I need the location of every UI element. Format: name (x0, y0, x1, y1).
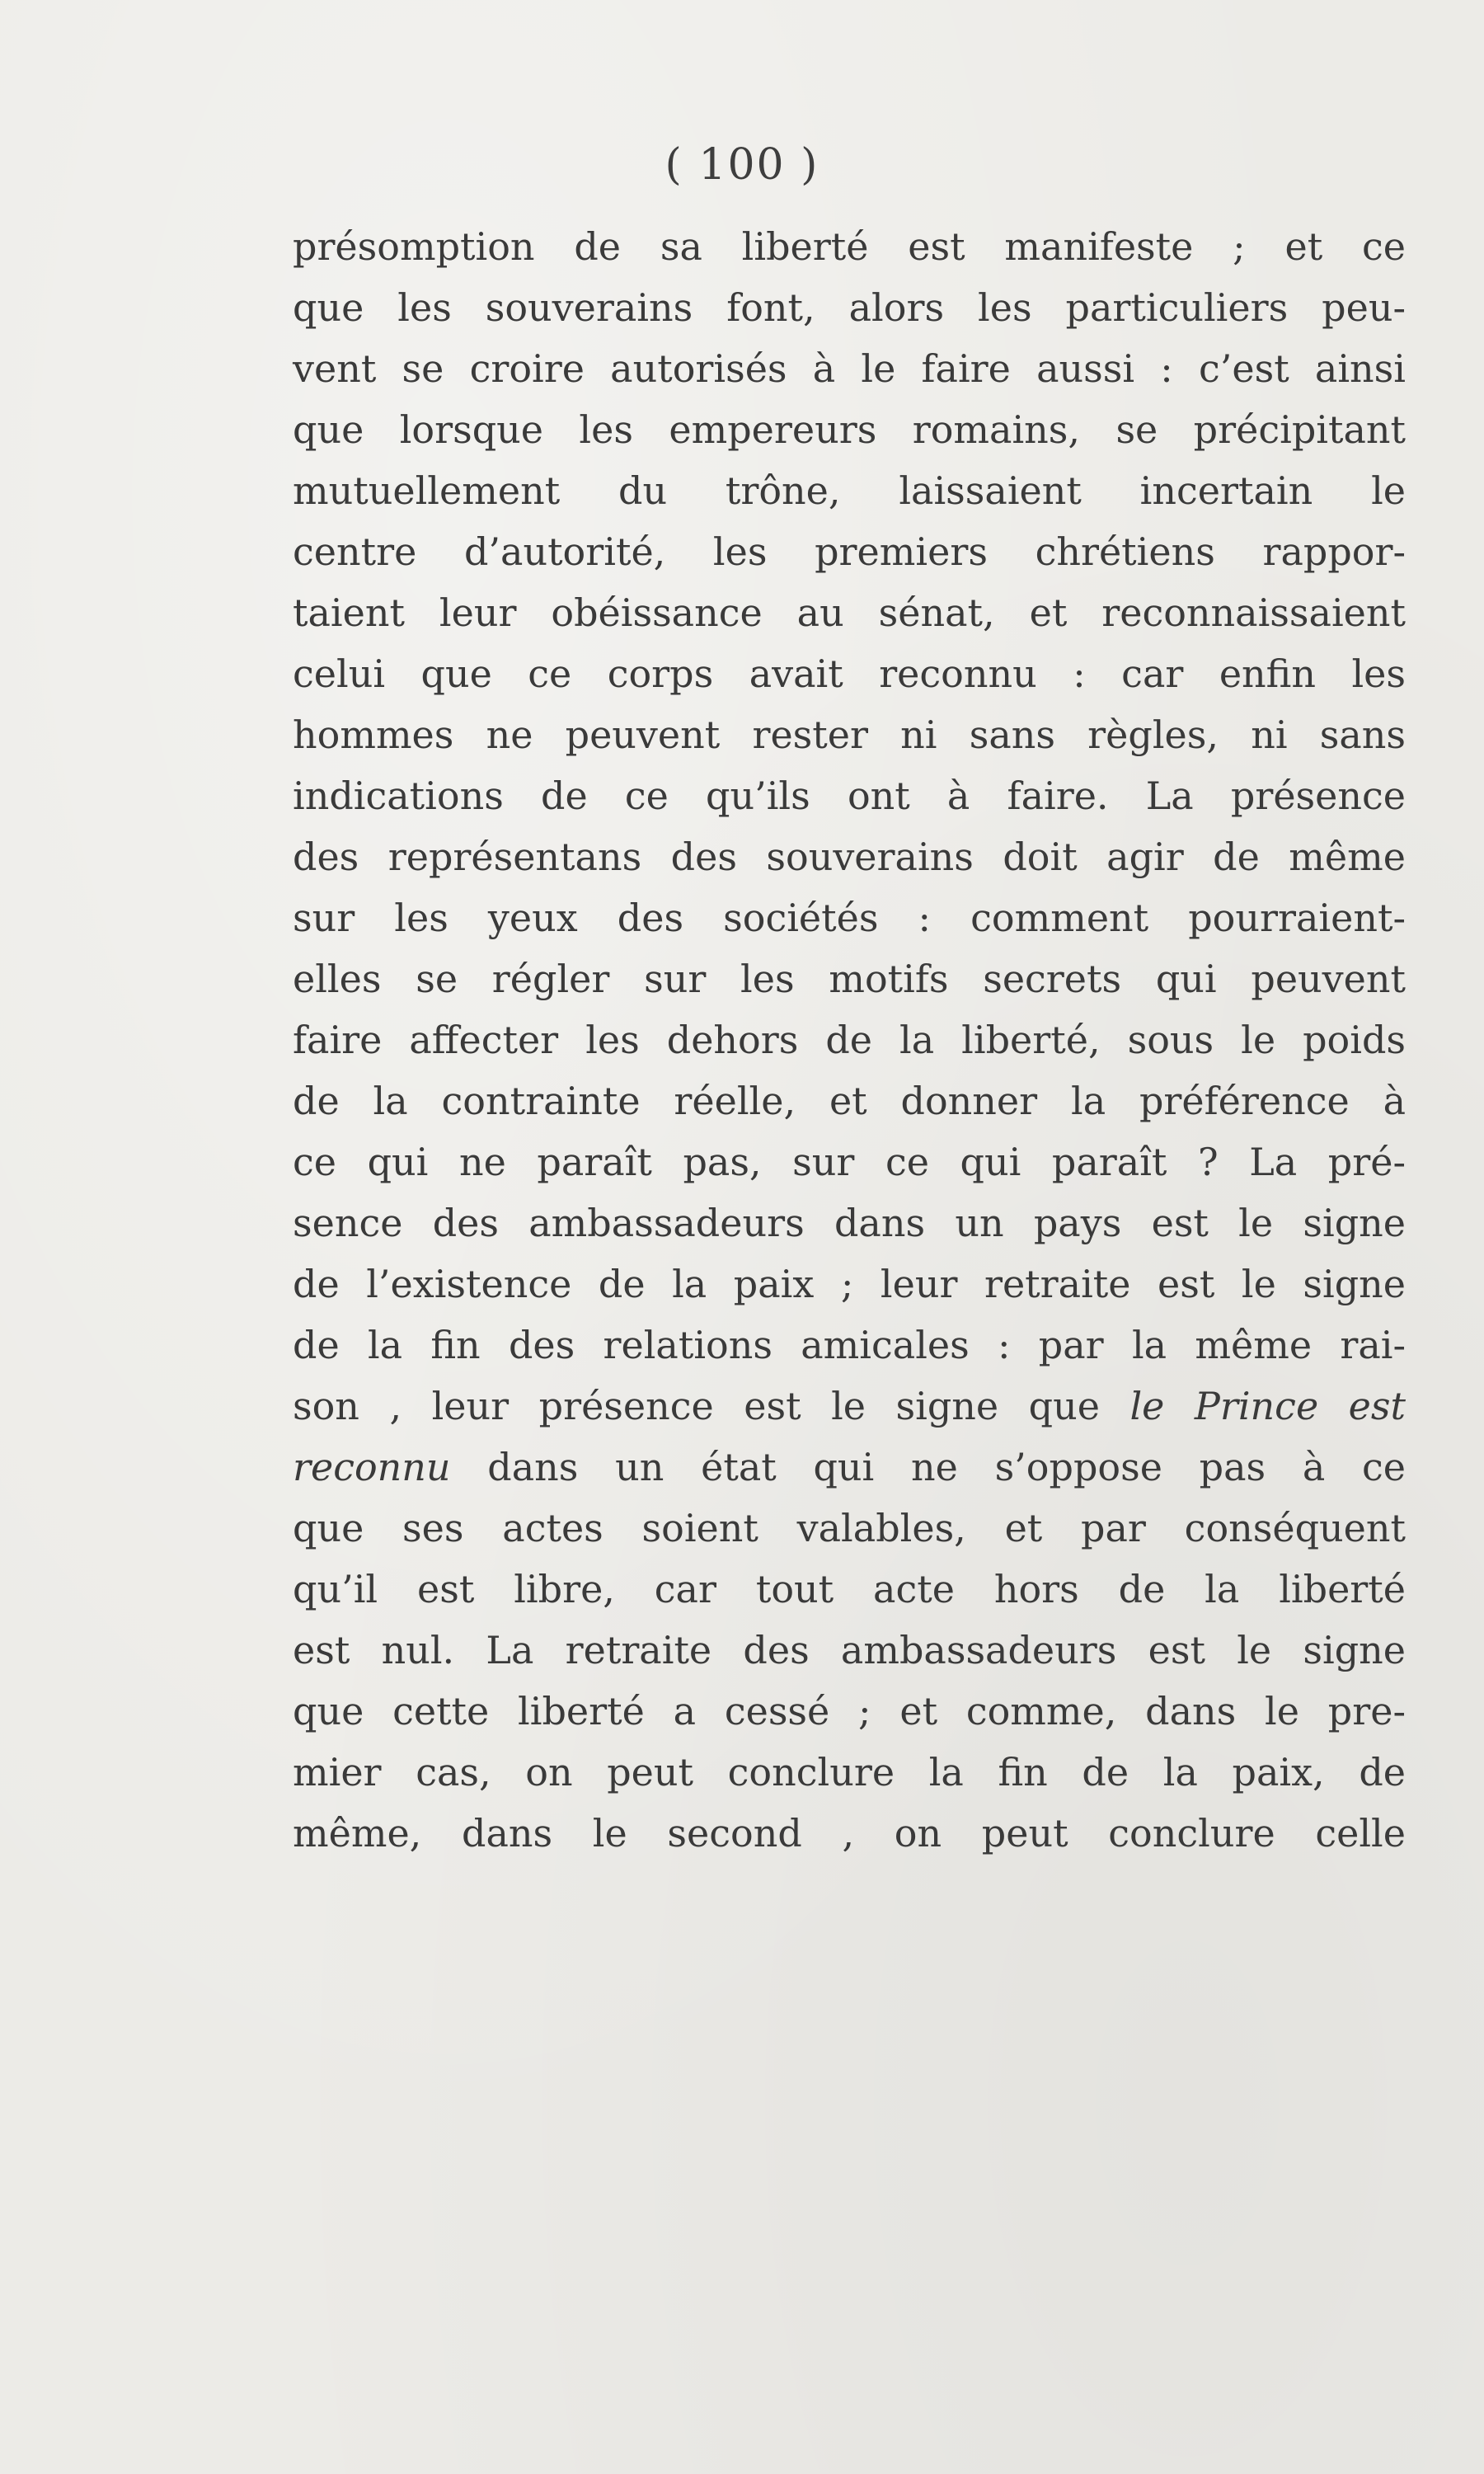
text-line: taient leur obéissance au sénat, et reconnaissaient (293, 590, 1406, 635)
text-run: dans un état qui ne s’oppose pas à ce (487, 1445, 1407, 1489)
text-line: sence des ambassadeurs dans un pays est le signe (293, 1201, 1406, 1245)
text-line: des représentans des souverains doit agir de même (293, 835, 1406, 879)
text-line: faire affecter les dehors de la liberté, sous le poids (293, 1018, 1406, 1062)
text-line: elles se régler sur les motifs secrets qui peuvent (293, 957, 1406, 1001)
text-line: est nul. La retraite des ambassadeurs est le signe (293, 1628, 1406, 1672)
text-line: celui que ce corps avait reconnu : car enfin les (293, 651, 1406, 696)
text-line: que les souverains font, alors les particuliers peu- (293, 285, 1406, 330)
text-line: que ses actes soient valables, et par conséquent (293, 1506, 1406, 1550)
text-line: indications de ce qu’ils ont à faire. La présence (293, 774, 1406, 818)
text-line: qu’il est libre, car tout acte hors de la liberté (293, 1567, 1406, 1611)
body-text (293, 216, 1406, 1864)
text-line: présomption de sa liberté est manifeste ; et ce (293, 224, 1406, 269)
italic-run: le Prince est (1129, 1384, 1406, 1428)
text-line: vent se croire autorisés à le faire aussi : c’est ainsi (293, 346, 1406, 391)
text-line-mixed (293, 1437, 1406, 1498)
text-line: centre d’autorité, les premiers chrétiens rappor- (293, 529, 1406, 574)
text-line-mixed (293, 1376, 1406, 1437)
text-line: que lorsque les empereurs romains, se précipitant (293, 407, 1406, 452)
text-line: de la contrainte réelle, et donner la préférence à (293, 1079, 1406, 1123)
text-line: ce qui ne paraît pas, sur ce qui paraît ? La pré- (293, 1140, 1406, 1184)
text-line: que cette liberté a cessé ; et comme, dans le pre- (293, 1689, 1406, 1733)
text-line: mier cas, on peut conclure la fin de la paix, de (293, 1750, 1406, 1794)
text-run: son , leur présence est le signe que (293, 1384, 1100, 1428)
text-line: sur les yeux des sociétés : comment pourraient- (293, 896, 1406, 940)
italic-run: reconnu (293, 1445, 451, 1489)
text-line: mutuellement du trône, laissaient incertain le (293, 468, 1406, 513)
text-line: de la fin des relations amicales : par la même rai- (293, 1323, 1406, 1367)
text-line: même, dans le second , on peut conclure celle (293, 1811, 1406, 1856)
page-number: ( 100 ) (665, 140, 819, 190)
text-line: de l’existence de la paix ; leur retraite est le signe (293, 1262, 1406, 1306)
text-line: hommes ne peuvent rester ni sans règles, ni sans (293, 713, 1406, 757)
